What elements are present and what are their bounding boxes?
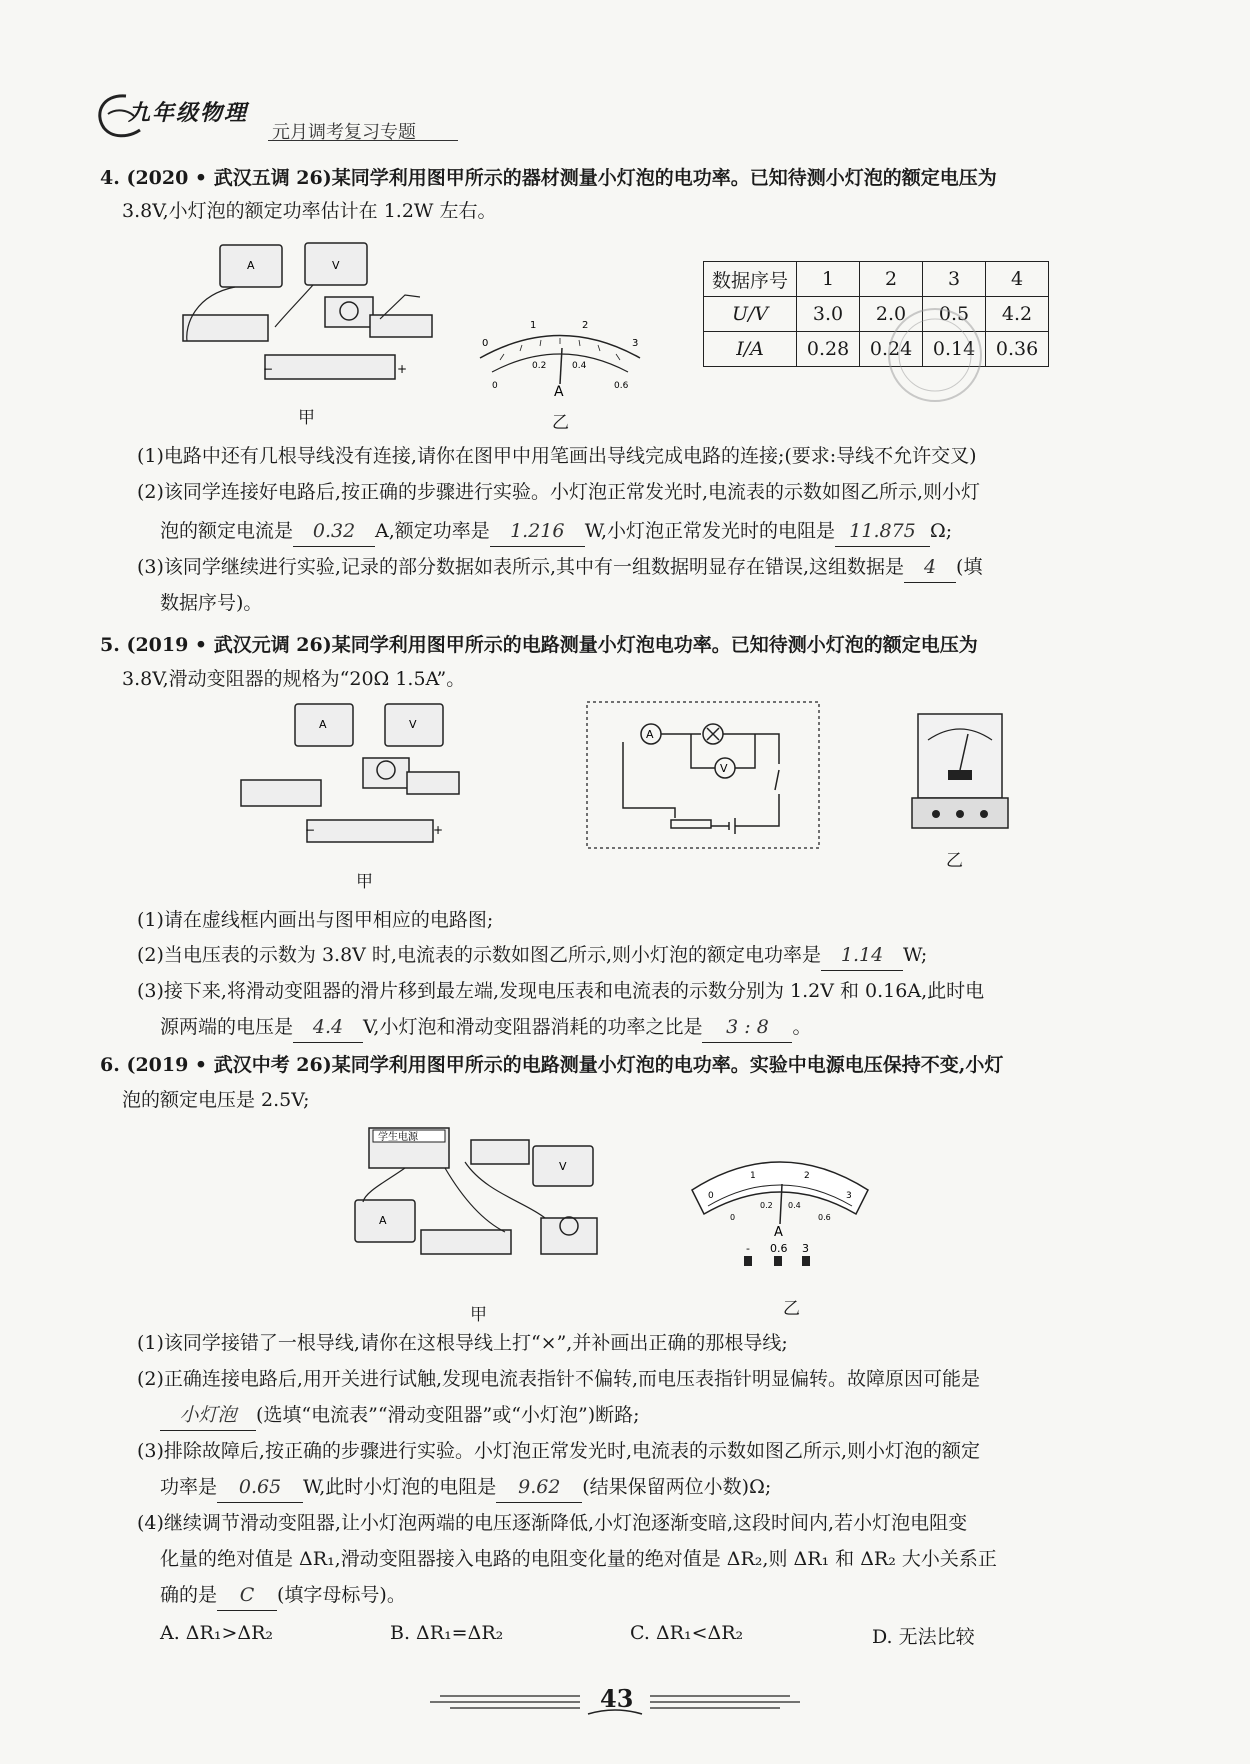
svg-text:A: A bbox=[646, 728, 654, 741]
table-cell: 4.2 bbox=[986, 297, 1049, 332]
q5-answer-power: 1.14 bbox=[821, 940, 903, 971]
header-subtitle: 元月调考复习专题 bbox=[272, 122, 416, 143]
q4-part3-line2: 数据序号)。 bbox=[160, 592, 263, 614]
q6-circuit-figure bbox=[345, 1122, 615, 1292]
q4-tick-top-2: 2 bbox=[582, 320, 589, 331]
q4-table-header-row bbox=[704, 262, 1049, 297]
q6-terminal-neg: - bbox=[746, 1242, 750, 1255]
svg-text:A: A bbox=[379, 1214, 387, 1227]
q4-fig-jia-label: 甲 bbox=[298, 408, 315, 428]
q4-meter-unit: A bbox=[554, 384, 564, 398]
svg-text:V: V bbox=[720, 762, 728, 775]
q5-fig-yi-label: 乙 bbox=[946, 851, 963, 871]
q4-table-row-u bbox=[704, 297, 1049, 332]
table-cell: 0.24 bbox=[860, 332, 923, 367]
q6-part1: (1)该同学接错了一根导线,请你在这根导线上打“×”,并补画出正确的那根导线; bbox=[137, 1332, 788, 1354]
q6-tick-top-3: 3 bbox=[846, 1191, 852, 1201]
q6-tick-top-2: 2 bbox=[804, 1171, 810, 1181]
table-cell: U/V bbox=[704, 297, 797, 332]
table-cell: 4 bbox=[986, 262, 1049, 297]
q4-ammeter-label: A bbox=[247, 259, 255, 272]
svg-text:+: + bbox=[397, 362, 408, 376]
q4-tick-bottom-2: 0.4 bbox=[572, 361, 587, 371]
page-number: 43 bbox=[600, 1684, 634, 1713]
q5-circuit-diagram-box bbox=[585, 700, 821, 850]
q4-part2-line1: (2)该同学连接好电路后,按正确的步骤进行实验。小灯泡正常发光时,电流表的示数如图乙所示,则小灯 bbox=[137, 481, 981, 503]
q6-part2-line1: (2)正确连接电路后,用开关进行试触,发现电流表指针不偏转,而电压表指针明显偏转。故障原因可能是 bbox=[137, 1368, 981, 1390]
q6-part3-line1: (3)排除故障后,按正确的步骤进行实验。小灯泡正常发光时,电流表的示数如图乙所示,则小灯泡的额定 bbox=[137, 1440, 981, 1462]
q6-part4-line1: (4)继续调节滑动变阻器,让小灯泡两端的电压逐渐降低,小灯泡逐渐变暗,这段时间内,若小灯泡电阻变 bbox=[137, 1512, 968, 1534]
q4-circuit-figure bbox=[175, 235, 455, 400]
q6-terminal-06: 0.6 bbox=[770, 1242, 788, 1255]
table-cell: 2 bbox=[860, 262, 923, 297]
header-title: 九年级物理 bbox=[128, 100, 249, 126]
q6-fig-yi-label: 乙 bbox=[783, 1299, 800, 1319]
q4-fig-yi-label: 乙 bbox=[552, 413, 569, 433]
q6-ammeter-dial bbox=[690, 1150, 870, 1280]
svg-text:+: + bbox=[433, 823, 444, 837]
q6-answer-fault: 小灯泡 bbox=[160, 1400, 256, 1431]
q4-tick-bottom-1: 0.2 bbox=[532, 361, 547, 371]
table-cell: 0.14 bbox=[923, 332, 986, 367]
table-cell: 1 bbox=[797, 262, 860, 297]
q6-answer-resistance: 9.62 bbox=[496, 1472, 582, 1503]
q5-stem-line2: 3.8V,滑动变阻器的规格为“20Ω 1.5A”。 bbox=[122, 668, 466, 690]
header-underline bbox=[268, 140, 458, 141]
q5-answer-ratio: 3 : 8 bbox=[702, 1012, 792, 1043]
q6-option-d: D. 无法比较 bbox=[872, 1626, 975, 1648]
table-cell: 数据序号 bbox=[704, 262, 797, 297]
q5-part3-line2: 源两端的电压是 4.4 V,小灯泡和滑动变阻器消耗的功率之比是 3 : 8 。 bbox=[160, 1012, 811, 1043]
q4-voltmeter-label: V bbox=[332, 259, 340, 272]
q6-answer-choice: C bbox=[217, 1580, 277, 1611]
q6-option-b: B. ΔR₁=ΔR₂ bbox=[390, 1622, 504, 1644]
q4-data-table bbox=[703, 261, 1049, 367]
table-cell: 3 bbox=[923, 262, 986, 297]
q6-tick-top-1: 1 bbox=[750, 1171, 756, 1181]
table-cell: 3.0 bbox=[797, 297, 860, 332]
q6-stem-line1: 6. (2019 • 武汉中考 26)某同学利用图甲所示的电路测量小灯泡的电功率。实验中电源电压保持不变,小灯 bbox=[100, 1054, 1004, 1076]
q5-ammeter-device bbox=[910, 710, 1010, 838]
svg-text:A: A bbox=[319, 718, 327, 731]
q4-answer-current: 0.32 bbox=[293, 516, 375, 547]
q4-stem-line2: 3.8V,小灯泡的额定功率估计在 1.2W 左右。 bbox=[122, 200, 497, 222]
q6-terminal-3: 3 bbox=[802, 1242, 809, 1255]
q5-answer-voltage: 4.4 bbox=[293, 1012, 363, 1043]
q4-tick-top-0: 0 bbox=[482, 338, 489, 349]
q6-tick-bottom-2: 0.4 bbox=[788, 1201, 801, 1210]
q6-stem-line2: 泡的额定电压是 2.5V; bbox=[122, 1089, 310, 1111]
q6-part3-line2: 功率是 0.65 W,此时小灯泡的电阻是 9.62 (结果保留两位小数)Ω; bbox=[160, 1472, 771, 1503]
q4-part1: (1)电路中还有几根导线没有连接,请你在图甲中用笔画出导线完成电路的连接;(要求:导线不允许交叉) bbox=[137, 445, 977, 467]
q4-answer-power: 1.216 bbox=[490, 516, 585, 547]
svg-text:V: V bbox=[409, 718, 417, 731]
q6-part4-line2: 化量的绝对值是 ΔR₁,滑动变阻器接入电路的电阻变化量的绝对值是 ΔR₂,则 ΔR₁ 和 ΔR₂ 大小关系正 bbox=[160, 1548, 997, 1570]
table-cell: 0.36 bbox=[986, 332, 1049, 367]
q6-part2-line2: 小灯泡 (选填“电流表”“滑动变阻器”或“小灯泡”)断路; bbox=[160, 1400, 640, 1431]
q4-tick-bottom-0: 0 bbox=[492, 381, 498, 391]
q5-part1: (1)请在虚线框内画出与图甲相应的电路图; bbox=[137, 909, 494, 931]
q5-part2: (2)当电压表的示数为 3.8V 时,电流表的示数如图乙所示,则小灯泡的额定电功率是 1.14 W; bbox=[137, 940, 927, 971]
q4-tick-top-1: 1 bbox=[530, 320, 537, 331]
q6-tick-top-0: 0 bbox=[708, 1191, 714, 1201]
q6-tick-bottom-1: 0.2 bbox=[760, 1201, 773, 1210]
svg-text:V: V bbox=[559, 1160, 567, 1173]
q4-part2-line2: 泡的额定电流是 0.32 A,额定功率是 1.216 W,小灯泡正常发光时的电阻是 11.875 Ω; bbox=[160, 516, 952, 547]
q4-part3-line1: (3)该同学继续进行实验,记录的部分数据如表所示,其中有一组数据明显存在错误,这组数据是 4 (填 bbox=[137, 552, 982, 583]
table-cell: 2.0 bbox=[860, 297, 923, 332]
q6-meter-unit: A bbox=[774, 1225, 783, 1240]
q6-answer-power: 0.65 bbox=[217, 1472, 303, 1503]
q6-power-supply-label: 学生电源 bbox=[378, 1132, 418, 1143]
q6-tick-bottom-0: 0 bbox=[730, 1213, 736, 1222]
stamp-watermark bbox=[880, 300, 990, 410]
table-cell: 0.5 bbox=[923, 297, 986, 332]
q6-option-c: C. ΔR₁<ΔR₂ bbox=[630, 1622, 744, 1644]
q5-stem-line1: 5. (2019 • 武汉元调 26)某同学利用图甲所示的电路测量小灯泡电功率。已知待测小灯泡的额定电压为 bbox=[100, 634, 978, 656]
q6-part4-line3: 确的是 C (填字母标号)。 bbox=[160, 1580, 406, 1611]
q6-option-a: A. ΔR₁>ΔR₂ bbox=[160, 1622, 274, 1644]
q4-tick-bottom-3: 0.6 bbox=[614, 381, 629, 391]
q6-tick-bottom-3: 0.6 bbox=[818, 1213, 831, 1222]
q5-part3-line1: (3)接下来,将滑动变阻器的滑片移到最左端,发现电压表和电流表的示数分别为 1.2V 和 0.16A,此时电 bbox=[137, 980, 985, 1002]
q5-fig-jia-label: 甲 bbox=[356, 872, 373, 892]
q4-tick-top-3: 3 bbox=[632, 338, 639, 349]
q4-answer-wrong-row: 4 bbox=[904, 552, 956, 583]
q4-ammeter-dial bbox=[470, 318, 650, 398]
q4-answer-resistance: 11.875 bbox=[835, 516, 930, 547]
svg-text:−: − bbox=[305, 823, 316, 837]
q5-circuit-figure bbox=[235, 700, 465, 850]
q6-fig-jia-label: 甲 bbox=[470, 1305, 487, 1325]
table-cell: 0.28 bbox=[797, 332, 860, 367]
q4-stem-line1: 4. (2020 • 武汉五调 26)某同学利用图甲所示的器材测量小灯泡的电功率。已知待测小灯泡的额定电压为 bbox=[100, 167, 997, 189]
q4-table-row-i bbox=[704, 332, 1049, 367]
table-cell: I/A bbox=[704, 332, 797, 367]
svg-text:−: − bbox=[263, 362, 274, 376]
